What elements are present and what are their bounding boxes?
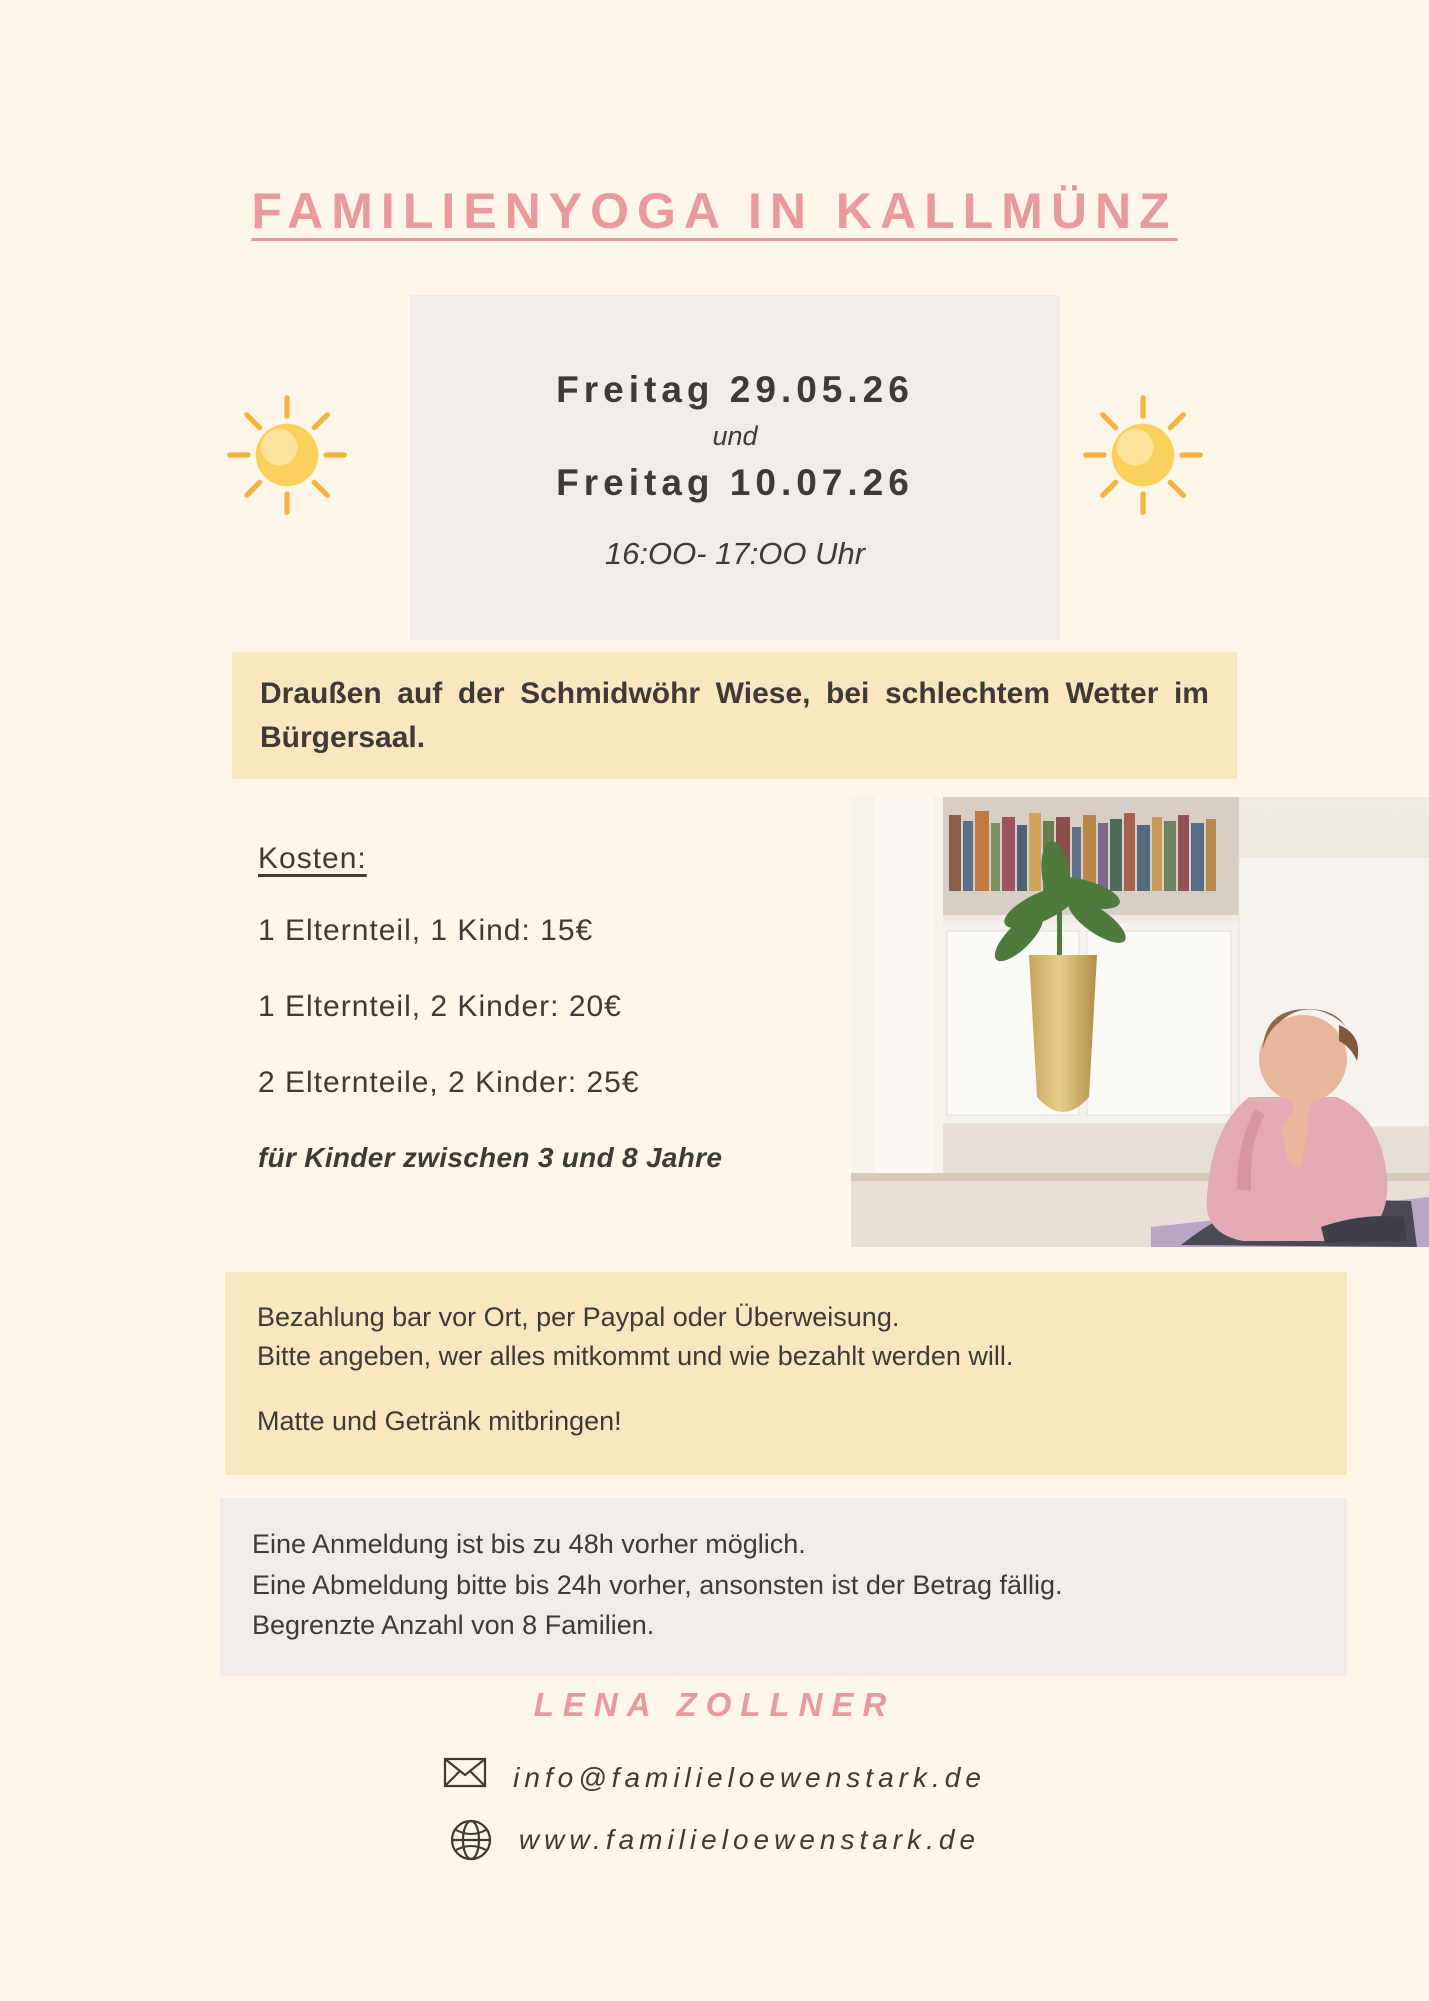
location-banner: Draußen auf der Schmidwöhr Wiese, bei schlechtem Wetter im Bürgersaal. <box>232 652 1237 779</box>
globe-icon <box>449 1818 493 1862</box>
cost-item: 1 Elternteil, 1 Kind: 15€ <box>258 914 594 947</box>
costs-section <box>258 842 838 1174</box>
contact-email: info@familieloewenstark.de <box>513 1762 986 1793</box>
registration-line-2: Eine Abmeldung bitte bis 24h vorher, ansonsten ist der Betrag fällig. <box>252 1569 1063 1600</box>
sun-icon <box>222 390 352 520</box>
registration-line-1: Eine Anmeldung ist bis zu 48h vorher möglich. <box>252 1529 806 1559</box>
payment-info-box <box>225 1272 1347 1475</box>
cost-item: 1 Elternteil, 2 Kinder: 20€ <box>258 990 622 1023</box>
cost-item: 2 Elternteile, 2 Kinder: 25€ <box>258 1066 640 1099</box>
author-name: LENA ZOLLNER <box>533 1686 896 1723</box>
payment-line-1: Bezahlung bar vor Ort, per Paypal oder Überweisung. <box>257 1302 900 1332</box>
sun-icon <box>1078 390 1208 520</box>
registration-line-3: Begrenzte Anzahl von 8 Familien. <box>252 1610 655 1640</box>
contact-website-row[interactable] <box>449 1818 980 1862</box>
date-first: Freitag 29.05.26 <box>556 369 914 410</box>
event-time: 16:OO- 17:OO Uhr <box>604 536 866 571</box>
woman-meditating-photo <box>851 797 1429 1247</box>
date-conjunction: und <box>712 421 758 451</box>
contact-email-row[interactable] <box>443 1756 986 1800</box>
contact-block <box>0 1756 1429 1862</box>
date-block <box>410 295 1060 640</box>
spacer <box>257 1376 1315 1402</box>
costs-heading: Kosten: <box>258 842 367 875</box>
envelope-icon <box>443 1756 487 1800</box>
date-second: Freitag 10.07.26 <box>556 462 914 503</box>
costs-age-note: für Kinder zwischen 3 und 8 Jahre <box>258 1142 723 1173</box>
payment-line-2: Bitte angeben, wer alles mitkommt und wie bezahlt werden will. <box>257 1341 1014 1372</box>
payment-line-3: Matte und Getränk mitbringen! <box>257 1406 622 1437</box>
registration-info-box <box>220 1498 1347 1676</box>
contact-website: www.familieloewenstark.de <box>518 1824 981 1855</box>
page-title: FAMILIENYOGA IN KALLMÜNZ <box>251 183 1178 239</box>
